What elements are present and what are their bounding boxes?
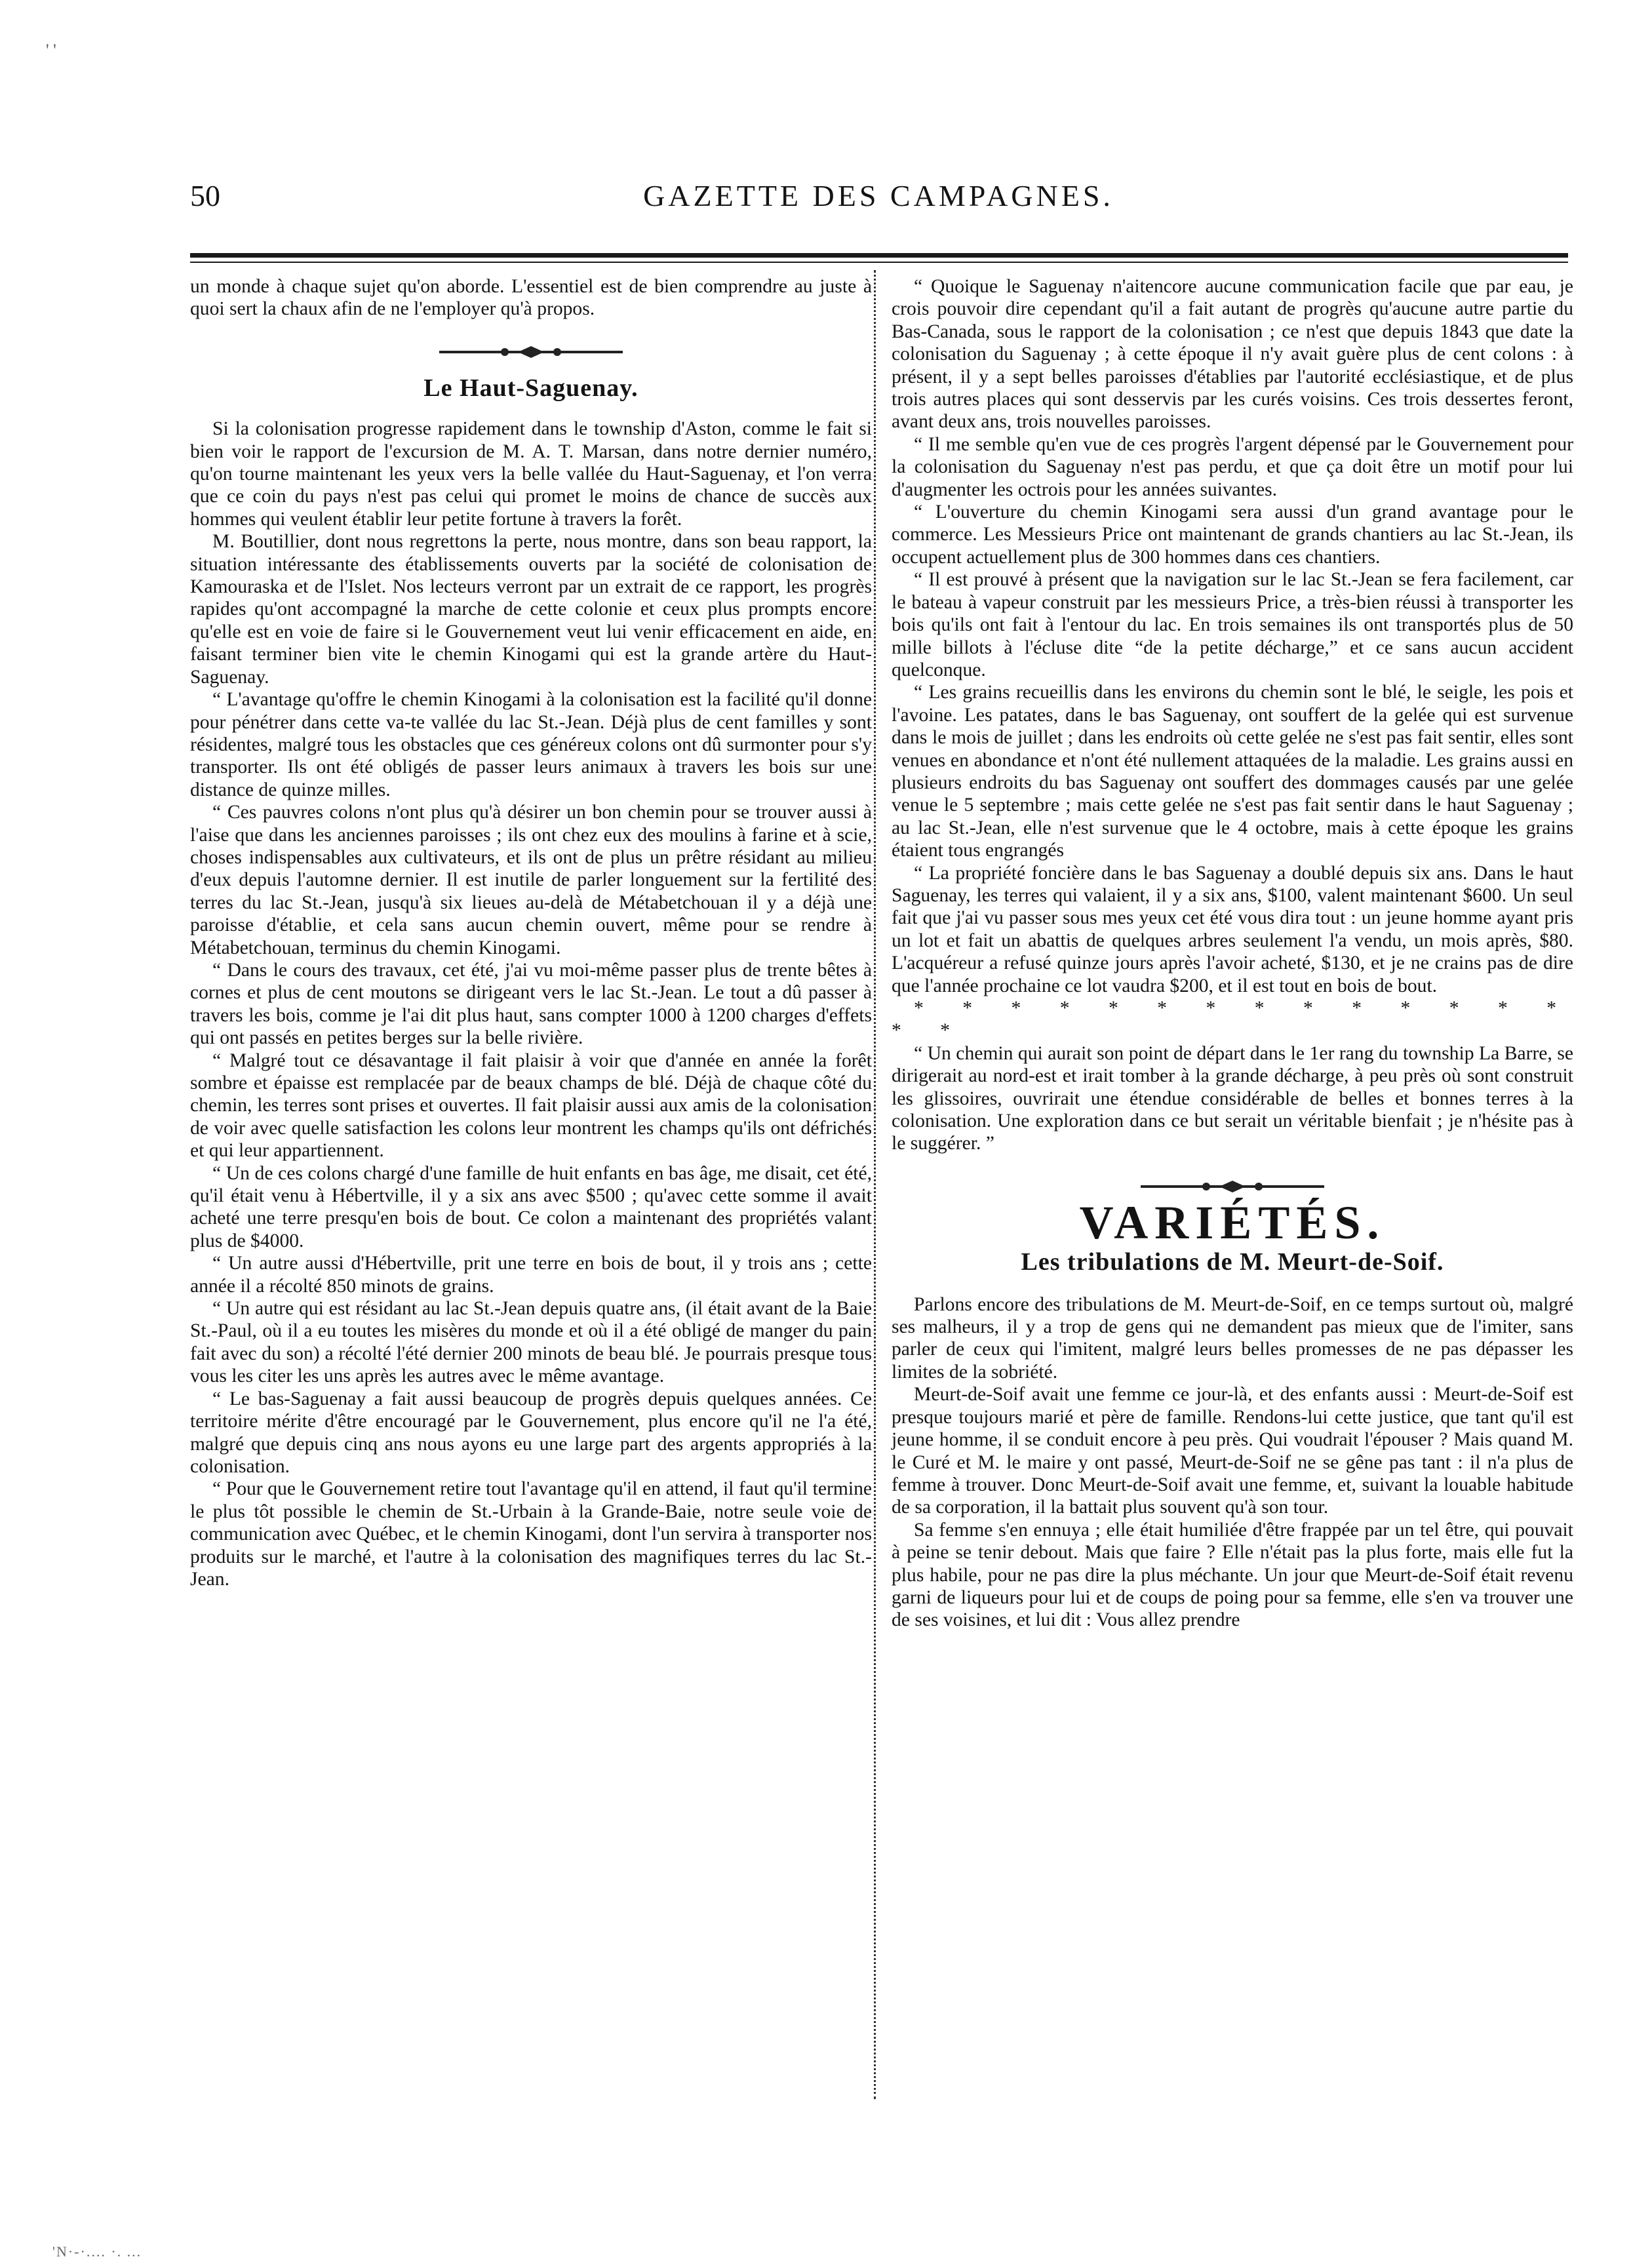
header-rule-thin: [190, 262, 1568, 263]
paragraph: “ Le bas-Saguenay a fait aussi beaucoup de progrès depuis quelques années. Ce territoire mérite d'être encouragé par le Gouvernement, plus encore qu'il ne l'a été, malgré que depuis cinq ans nous ayons eu une large part des argents appropriés à la colonisation.: [190, 1388, 872, 1477]
paragraph: “ Pour que le Gouvernement retire tout l'avantage qu'il en attend, il faut qu'il termine le plus tôt possible le chemin de St.-Urbain à la Grande-Baie, notre seule voie de communication avec Québec, et le chemin Kinogami, dont l'un servira à transporter nos produits sur le marché, et l'autre à la colonisation des magnifiques terres du lac St.-Jean.: [190, 1478, 872, 1590]
paragraph: “ Quoique le Saguenay n'aitencore aucune communication facile que par eau, je crois pouvoir dire cependant qu'il a fait autant de progrès qu'aucune autre partie du Bas-Canada, sous le rapport de la colonisation ; ce n'est que depuis 1843 que date la colonisation du Saguenay ; à cette époque il n'y avait guère plus de cent colons : à présent, il y a sept belles paroisses d'établies par l'autorité ecclésiastique, et de plus trois autres places qui sont desservis par les curés voisins. Ces trois dessertes feront, avant deux ans, trois nouvelles paroisses.: [892, 276, 1573, 433]
section-heading: Le Haut-Saguenay.: [423, 374, 639, 402]
paragraph: M. Boutillier, dont nous regrettons la perte, nous montre, dans son beau rapport, la situation intéressante des établissements ouverts par la société de colonisation de Kamouraska et de l'Islet. Nos lecteurs verront par un extrait de ce rapport, les progrès rapides qu'ont accompagné la marche de cette colonie et ceux plus prompts encore qu'elle est en voie de faire si le Gouvernement veut lui venir efficacement en aide, en faisant terminer bien vite le chemin Kinogami qui est la grande artère du Haut-Saguenay.: [190, 531, 872, 688]
paragraph: “ Malgré tout ce désavantage il fait plaisir à voir que d'année en année la forêt sombre et épaisse est remplacée par de beaux champs de blé. Déjà de chaque côté du chemin, les terres sont prises et ouvertes. Il fait plaisir aussi aux amis de la colonisation de voir avec quelle satisfaction les colons leur montrent les champs qu'ils ont défrichés et qui leur appartiennent.: [190, 1050, 872, 1162]
ornament-divider: [1134, 1179, 1331, 1194]
corner-mark: ' ': [46, 41, 56, 60]
paragraph: “ Il est prouvé à présent que la navigation sur le lac St.-Jean se fera facilement, car le bateau à vapeur construit par les messieurs Price, a très-bien réussi à transporter les bois qu'ils ont fait à l'entour du lac. En trois semaines ils ont transportés plus de 50 mille billots à l'écluse dite “de la petite décharge,” et ce sans aucun accident quelconque.: [892, 569, 1573, 680]
paragraph: “ Les grains recueillis dans les environs du chemin sont le blé, le seigle, les pois et l'avoine. Les patates, dans le bas Saguenay, ont souffert de la gelée qui est survenue dans le mois de juillet ; dans les endroits où cette gelée ne s'est pas fait sentir, elles sont venues en abondance et n'ont été nullement attaquées de la maladie. Les grains aussi en plusieurs endroits du bas Saguenay ont souffert des dommages causés par une gelée venue le 5 septembre ; mais cette gelée ne s'est pas fait sentir dans le haut Saguenay ; au lac St.-Jean, elle n'est survenue que le 4 octobre, mais à cette époque les grains étaient tous engrangés: [892, 682, 1573, 861]
varietes-heading: VARIÉTÉS.: [1079, 1196, 1386, 1249]
paragraph: “ Il me semble qu'en vue de ces progrès l'argent dépensé par le Gouvernement pour la colonisation du Saguenay n'est pas perdu, et que ça doit être un motif pour lui d'augmenter les octrois pour les années suivantes.: [892, 433, 1573, 500]
page-header: [190, 178, 1567, 231]
left-column: [190, 275, 872, 1590]
right-column: [892, 275, 1573, 1632]
paragraph: “ Ces pauvres colons n'ont plus qu'à désirer un bon chemin pour se trouver aussi à l'aise que dans les anciennes paroisses ; ils ont chez eux des moulins à farine et à scie, choses indispensables aux cultivateurs, et ils ont de plus un prêtre résidant au milieu d'eux depuis l'automne dernier. Il est inutile de parler longuement sur la fertilité des terres du lac St.-Jean, jusqu'à six lieues au-delà de Métabetchouan il y a déjà une paroisse d'établie, et cela sans aucun chemin ouvert, même pour se rendre à Métabetchouan, terminus du chemin Kinogami.: [190, 802, 872, 958]
paragraph: Meurt-de-Soif avait une femme ce jour-là, et des enfants aussi : Meurt-de-Soif est presque toujours marié et père de famille. Rendons-lui cette justice, que tant qu'il est jeune homme, il se conduit encore à peu près. Qui voudrait l'épouser ? Mais quand M. le Curé et M. le maire y ont passé, Meurt-de-Soif ne se gêne pas tant : il n'a plus de femme à trouver. Donc Meurt-de-Soif avait une femme, et, suivant la louable habitude de sa corporation, il la battait plus souvent qu'à son tour.: [892, 1384, 1573, 1518]
paragraph: Sa femme s'en ennuya ; elle était humiliée d'être frappée par un tel être, qui pouvait à peine se tenir debout. Mais que faire ? Elle n'était pas la plus forte, mais elle fut la plus habile, pour ne pas dire la plus méchante. Un jour que Meurt-de-Soif était revenu garni de liqueurs pour lui et de coups de poing pour sa femme, elle s'en va trouver une de ses voisines, et lui dit : Vous allez prendre: [892, 1519, 1573, 1631]
paragraph: Si la colonisation progresse rapidement dans le township d'Aston, comme le fait si bien voir le rapport de l'excursion de M. A. T. Marsan, dans notre dernier numéro, qu'on tourne maintenant les yeux vers la belle vallée du Haut-Saguenay, et l'on verra que ce coin du pays n'est pas celui qui promet le moins de chance de succès aux hommes qui veulent établir leur petite fortune à travers la forêt.: [190, 418, 872, 530]
paragraph: “ Un autre aussi d'Hébertville, prit une terre en bois de bout, il y trois ans ; cette année il a récolté 850 minots de grains.: [190, 1253, 872, 1297]
paragraph: “ L'avantage qu'offre le chemin Kinogami à la colonisation est la facilité qu'il donne pour pénétrer dans cette va-te vallée du lac St.-Jean. Déjà plus de cent familles y sont résidentes, malgré tous les obstacles que ces généreux colons ont dû surmonter pour s'y transporter. Ils ont été obligés de passer leurs animaux à travers les bois sur une distance de quinze milles.: [190, 689, 872, 800]
paragraph: “ La propriété foncière dans le bas Saguenay a doublé depuis six ans. Dans le haut Saguenay, les terres qui valaient, il y a six ans, $100, valent maintenant $600. Un seul fait que j'ai vu passer sous mes yeux cet été vous dira tout : un jeune homme ayant pris un lot et fait un abattis de quelques arbres seulement l'a vendu, un mois après, $80. L'acquéreur a refusé quinze jours après l'avoir acheté, $130, et je ne crains pas de dire que l'année prochaine ce lot vaudra $200, et il est tout en bois de bout.: [892, 862, 1573, 996]
page-number: 50: [190, 179, 220, 212]
paragraph: “ Un chemin qui aurait son point de départ dans le 1er rang du township La Barre, se dirigerait au nord-est et irait tomber à la grande décharge, à peu près où sont construit les glissoires, ouvrirait une étendue considérable de belles et bonnes terres à la colonisation. Une exploration dans ce but serait un véritable bienfait ; je n'hésite pas à le suggérer. ”: [892, 1042, 1573, 1154]
paragraph: un monde à chaque sujet qu'on aborde. L'essentiel est de bien comprendre au juste à quoi sert la chaux afin de ne l'employer qu'à propos.: [190, 276, 872, 320]
ellipsis-stars: * * * * * * * * * * * * * * * *: [892, 998, 1573, 1042]
paragraph: “ Un autre qui est résidant au lac St.-Jean depuis quatre ans, (il était avant de la Baie St.-Paul, où il a eu toutes les misères du monde et où il a été obligé de manger du pain fait avec du son) a récolté l'été dernier 200 minots de beau blé. Je pourrais presque tous vous les citer les uns après les autres avec le même avantage.: [190, 1298, 872, 1387]
ornament-divider: [433, 344, 629, 360]
bottom-scan-noise: 'N·-·.... ·. ...: [52, 2243, 142, 2260]
header-rule-thick: [190, 253, 1568, 258]
paragraph: “ Dans le cours des travaux, cet été, j'ai vu moi-même passer plus de trente bêtes à cornes et plus de cent moutons se dirigeant vers le lac St.-Jean. Le tout a dû passer à travers les bois, comme je l'ai dit plus haut, sans compter 1000 à 1200 charges d'effets qui ont passés en petites berges sur la belle rivière.: [190, 959, 872, 1049]
article-heading: Les tribulations de M. Meurt-de-Soif.: [1021, 1248, 1444, 1276]
running-title: GAZETTE DES CAMPAGNES.: [643, 179, 1114, 212]
paragraph: “ Un de ces colons chargé d'une famille de huit enfants en bas âge, me disait, cet été, qu'il était venu à Hébertville, il y a six ans avec $500 ; qu'avec cette somme il avait acheté une terre presqu'en bois de bout. Ce colon a maintenant des propriétés valant plus de $4000.: [190, 1162, 872, 1251]
column-divider: [874, 270, 878, 2099]
paragraph: Parlons encore des tribulations de M. Meurt-de-Soif, en ce temps surtout où, malgré ses malheurs, il y a trop de gens qui ne demandent pas mieux que de l'imiter, sans parler de ceux qui l'imitent, malgré leurs belles promesses de ne pas dépasser les limites de la sobriété.: [892, 1293, 1573, 1383]
paragraph: “ L'ouverture du chemin Kinogami sera aussi d'un grand avantage pour le commerce. Les Messieurs Price ont maintenant de grands chantiers au lac St.-Jean, ils occupent actuellement plus de 300 hommes dans ces chantiers.: [892, 501, 1573, 568]
